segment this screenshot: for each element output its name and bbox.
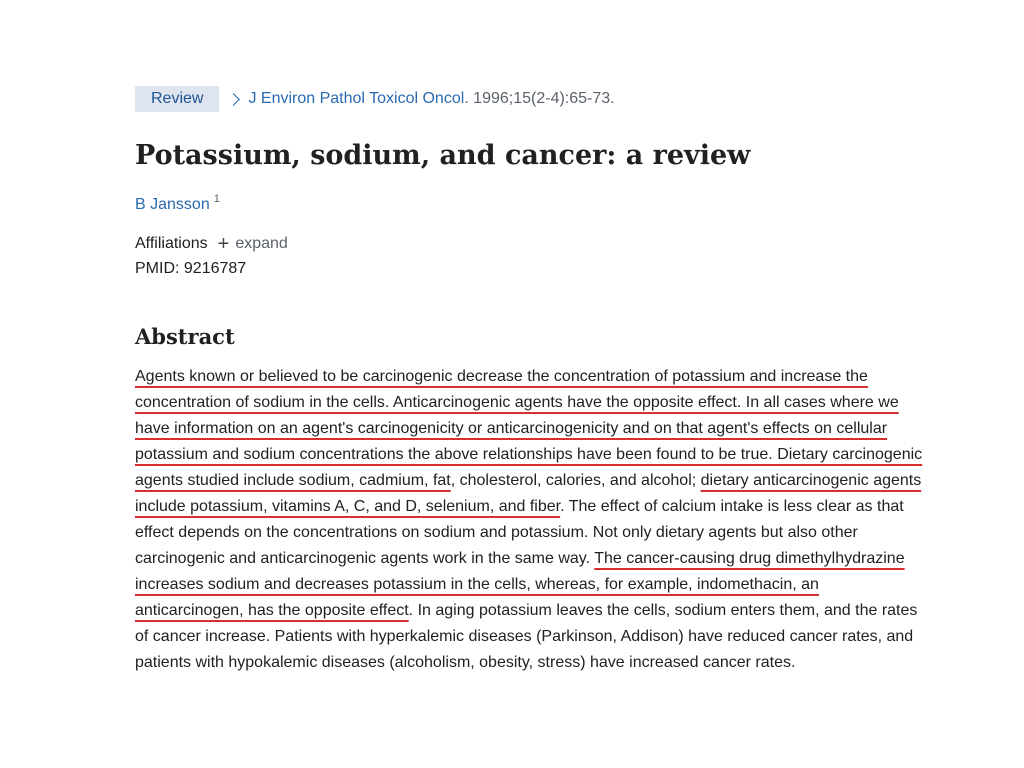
affiliations-label: Affiliations [135,235,208,252]
expand-label: expand [235,235,288,252]
chevron-right-icon [228,93,241,106]
article-page [135,86,923,676]
abstract-text [135,364,925,676]
pmid: PMID: 9216787 [135,260,247,277]
plus-icon: + [217,233,230,255]
expand-affiliations-button[interactable] [218,234,288,254]
article-title: Potassium, sodium, and cancer: a review [135,140,751,171]
abstract-segment-highlighted: Agents known or believed to be carcinogenic decrease the concentration of potassium and increase the concentration of sodium in the cells. Anticarcinogenic agents have the opposite effect. In all cases where we have information on an agent's carcinogenicity or anticarcinogenicity and on that agent's effects on cellular potassium and sodium concentrations the above relationships have been found to be true. Dietary carcinogenic agents studied include sodium, cadmium, fat [135,368,923,489]
affiliation-ref[interactable]: 1 [213,193,220,205]
author-list [135,193,915,220]
abstract-segment: . In aging potassium leaves the cells, sodium enters them, and the rates of cancer increase. Patients with hyperkalemic diseases (Parkinson, Addison) have reduced cancer rates, and patients with hypokalemic diseases (alcoholism, obesity, stress) have increased cancer rates. [135,602,918,671]
abstract-segment: . The effect of calcium intake is less clear as that effect depends on the concentrations on sodium and potassium. Not only dietary agents but also other carcinogenic and anticarcinogenic agents work in the same way. [135,498,904,567]
abstract-segment-highlighted: dietary anticarcinogenic agents include potassium, vitamins A, C, and D, selenium, and fiber [135,472,922,515]
abstract-heading: Abstract [135,324,235,349]
article-meta-row [135,86,915,112]
journal-link[interactable]: J Environ Pathol Toxicol Oncol [248,90,465,107]
citation-details: . 1996;15(2-4):65-73. [464,90,615,107]
author-link[interactable]: B Jansson [135,196,210,213]
affiliations-row [135,232,915,256]
abstract-segment-highlighted: The cancer-causing drug dimethylhydrazine increases sodium and decreases potassium in the cells, whereas, for example, indomethacin, an anticarcinogen, has the opposite effect [135,550,905,619]
abstract-segment: , cholesterol, calories, and alcohol; [450,472,701,489]
publication-type-badge[interactable]: Review [135,86,219,112]
